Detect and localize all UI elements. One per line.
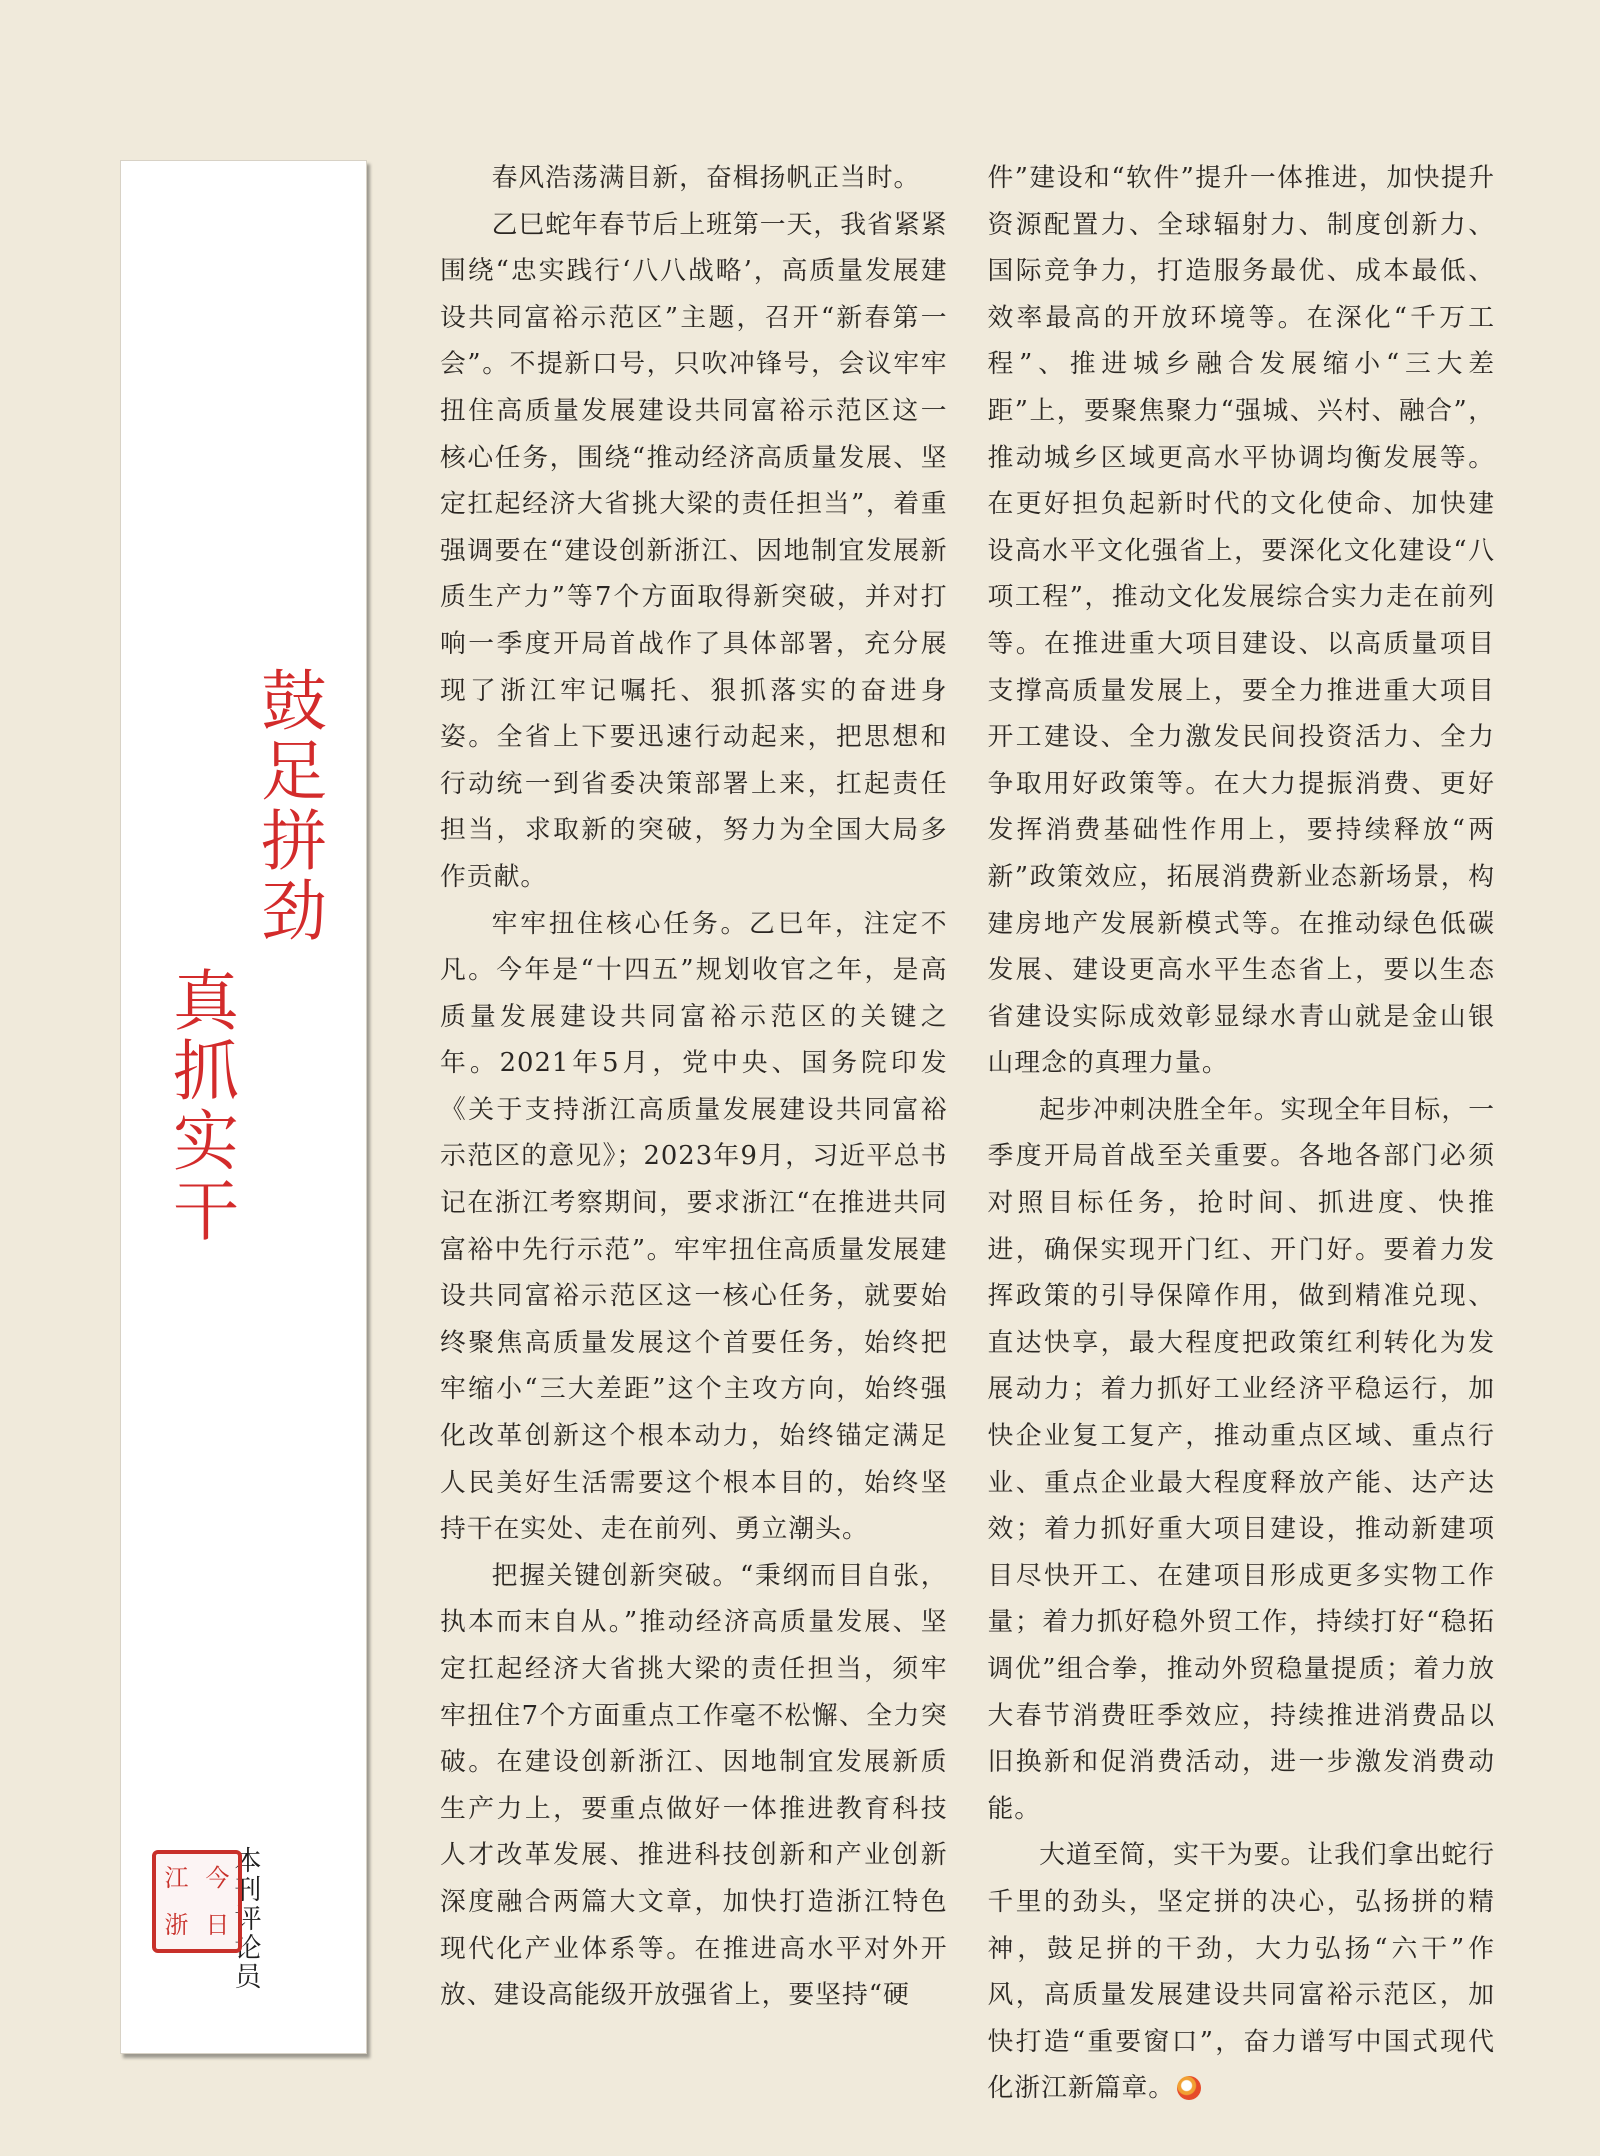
byline: 本刊评论员 [229,1846,261,1991]
seal-char: 日 [205,1911,230,1940]
right-column [988,155,1496,2112]
seal-char: 浙 [164,1911,189,1940]
left-column [440,155,948,2112]
paragraph: 把握关键创新突破。“秉纲而目自张，执本而末自从。”推动经济高质量发展、坚定扛起经济大省挑大梁的责任担当，须牢牢扭住7个方面重点工作毫不松懈、全力突破。在建设创新浙江、因地制宜发展新质生产力上，要重点做好一体推进教育科技人才改革发展、推进科技创新和产业创新深度融合两篇大文章，加快打造浙江特色现代化产业体系等。在推进高水平对外开放、建设高能级开放强省上，要坚持“硬 [440,1560,948,2011]
paragraph: 件”建设和“软件”提升一体推进，加快提升资源配置力、全球辐射力、制度创新力、国际竞争力，打造服务最优、成本最低、效率最高的开放环境等。在深化“千万工程”、推进城乡融合发展缩小“三大差距”上，要聚焦聚力“强城、兴村、融合”，推动城乡区域更高水平协调均衡发展等。在更好担负起新时代的文化使命、加快建设高水平文化强省上，要深化文化建设“八项工程”，推动文化发展综合实力走在前列等。在推进重大项目建设、以高质量项目支撑高质量发展上，要全力推进重大项目开工建设、全力激发民间投资活力、全力争取用好政策等。在大力提振消费、更好发挥消费基础性作用上，要持续释放“两新”政策效应，拓展消费新业态新场景，构建房地产发展新模式等。在推动绿色低碳发展、建设更高水平生态省上，要以生态省建设实际成效彰显绿水青山就是金山银山理念的真理力量。 [987,163,1495,1079]
title-line-1: 鼓足拼劲 [249,666,327,946]
sidebar-panel [120,160,367,2054]
title-line-2: 真抓实干 [161,966,239,1246]
end-mark-icon [1177,2076,1201,2100]
article-body [440,155,1495,2112]
paragraph: 起步冲刺决胜全年。实现全年目标，一季度开局首战至关重要。各地各部门必须对照目标任务，抢时间、抓进度、快推进，确保实现开门红、开门好。要着力发挥政策的引导保障作用，做到精准兑现、直达快享，最大程度把政策红利转化为发展动力；着力抓好工业经济平稳运行，加快企业复工复产，推动重点区域、重点行业、重点企业最大程度释放产能、达产达效；着力抓好重大项目建设，推动新建项目尽快开工、在建项目形成更多实物工作量；着力抓好稳外贸工作，持续打好“稳拓调优”组合拳，推动外贸稳量提质；着力放大春节消费旺季效应，持续推进消费品以旧换新和促消费活动，进一步激发消费动能。 [987,1094,1495,1824]
paragraph-last-text: 大道至简，实干为要。让我们拿出蛇行千里的劲头，坚定拼的决心，弘扬拼的精神，鼓足拼的干劲，大力弘扬“六干”作风，高质量发展建设共同富裕示范区，加快打造“重要窗口”，奋力谱写中国式现代化浙江新篇章。 [987,1840,1495,2104]
paragraph: 乙巳蛇年春节后上班第一天，我省紧紧围绕“忠实践行‘八八战略’，高质量发展建设共同富裕示范区”主题，召开“新春第一会”。不提新口号，只吹冲锋号，会议牢牢扭住高质量发展建设共同富裕示范区这一核心任务，围绕“推动经济高质量发展、坚定扛起经济大省挑大梁的责任担当”，着重强调要在“建设创新浙江、因地制宜发展新质生产力”等7个方面取得新突破，并对打响一季度开局首战作了具体部署，充分展现了浙江牢记嘱托、狠抓落实的奋进身姿。全省上下要迅速行动起来，把思想和行动统一到省委决策部署上来，扛起责任担当，求取新的突破，努力为全国大局多作贡献。 [440,209,948,892]
paragraph: 牢牢扭住核心任务。乙巳年，注定不凡。今年是“十四五”规划收官之年，是高质量发展建设共同富裕示范区的关键之年。2021年5月，党中央、国务院印发《关于支持浙江高质量发展建设共同富裕示范区的意见》；2023年9月，习近平总书记在浙江考察期间，要求浙江“在推进共同富裕中先行示范”。牢牢扭住高质量发展建设共同富裕示范区这一核心任务，就要始终聚焦高质量发展这个首要任务，始终把牢缩小“三大差距”这个主攻方向，始终强化改革创新这个根本动力，始终锚定满足人民美好生活需要这个根本目的，始终坚持干在实处、走在前列、勇立潮头。 [440,908,948,1545]
paragraph-last [988,1832,1496,2112]
seal-char: 江 [164,1863,189,1892]
seal-stamp [152,1850,242,1953]
seal-char: 今 [205,1863,230,1892]
article-title [121,666,366,1246]
paragraph: 春风浩荡满目新，奋楫扬帆正当时。 [491,163,921,193]
